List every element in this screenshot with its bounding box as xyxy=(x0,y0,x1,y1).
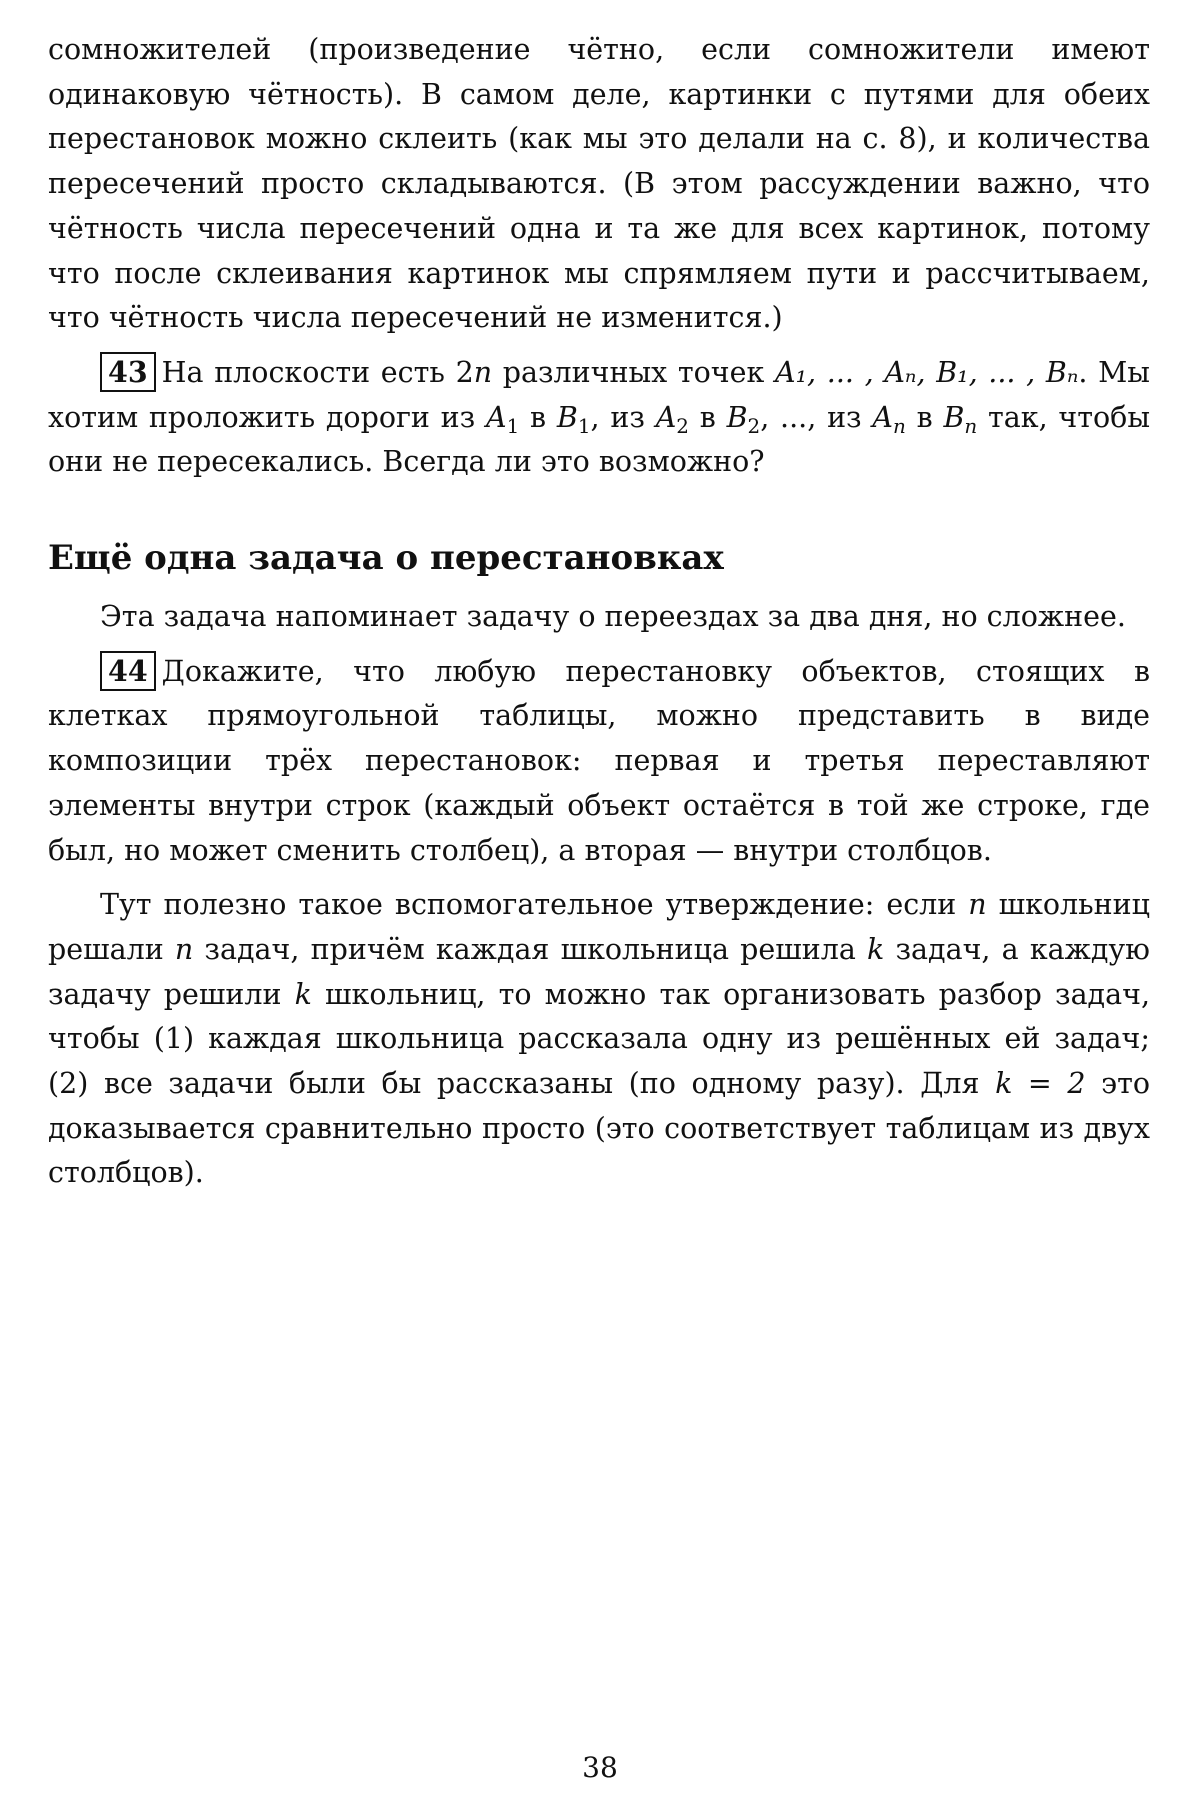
points-list: A₁, ... , Aₙ, B₁, ... , Bₙ xyxy=(775,356,1078,389)
lemma-paragraph: Тут полезно такое вспомогательное утверждение: если n школьниц решали n задач, причём каждая школьница решила k задач, а каждую за­дачу решили k школьниц, то можно так организовать разбор задач, чтобы (1) каждая школьница рассказала одну из решённых ей задач; (2) все за­дачи были бы рассказаны (по одному разу). Для k = 2 это доказывается сравнительно просто (это соответствует таблицам из двух столбцов). xyxy=(48,883,1150,1196)
page-number: 38 xyxy=(0,1750,1200,1786)
page-body xyxy=(48,28,1150,1196)
problem-number-43: 43 xyxy=(100,352,156,392)
problem-number-44: 44 xyxy=(100,651,156,691)
section-intro: Эта задача напоминает задачу о переездах за два дня, но сложнее. xyxy=(48,595,1150,640)
problem-44: 44 Докажите, что любую перестановку объектов, стоящих в клетках прямоугольной таблицы, можно представить в виде композиции трёх пе­рестановок: первая и третья переставляют элементы внутри строк (каж­дый объект остаётся в той же строке, где был, но может сменить столбец), а вторая — внутри столбцов. xyxy=(48,650,1150,874)
equation-k-2: k = 2 xyxy=(995,1067,1085,1100)
paragraph-continuation: сомножителей (произведение чётно, если сомножители имеют одинако­вую чётность). В самом деле, картинки с путями для обеих перестановок можно склеить (как мы это делали на с. 8), и количества пересечений просто складываются. (В этом рассуждении важно, что чётность числа пересечений одна и та же для всех картинок, потому что после склеива­ния картинок мы спрямляем пути и рассчитываем, что чётность числа пересечений не изменится.) xyxy=(48,28,1150,341)
section-heading: Ещё одна задача о перестановках xyxy=(48,531,1150,585)
problem-43: 43 На плоскости есть 2n различных точек A₁, ... , Aₙ, B₁, ... , Bₙ. Мы хо­тим проложить дороги из A1 в B1, из A2 в B2, ..., из An в Bn так, чтобы они не пересекались. Всегда ли это возможно? xyxy=(48,351,1150,485)
